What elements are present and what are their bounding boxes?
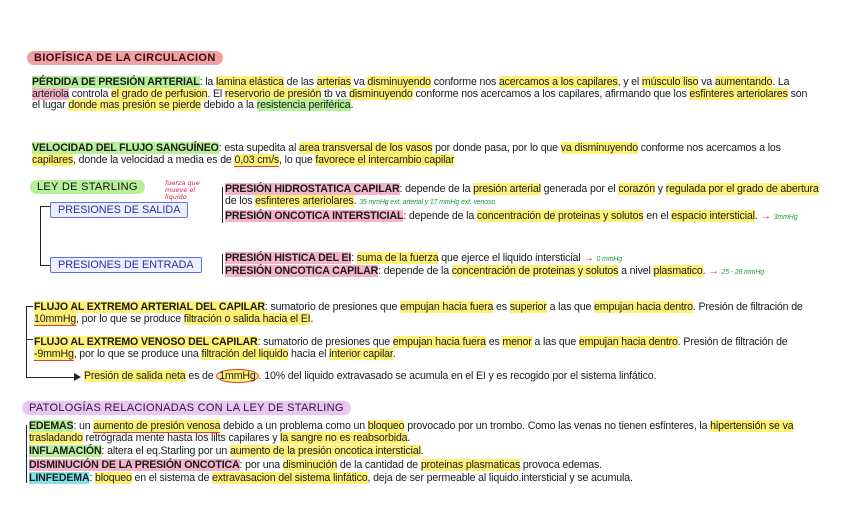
text: en el sistema de bbox=[131, 472, 213, 484]
arterial-end-flow bbox=[34, 302, 814, 325]
highlight: esfinteres arteriolares bbox=[689, 87, 788, 100]
text: . bbox=[310, 312, 314, 325]
highlight: superior bbox=[509, 301, 547, 313]
text: : la bbox=[199, 76, 216, 88]
heading: DISMINUCIÓN DE LA PRESIÓN ONCOTICA bbox=[29, 459, 240, 471]
page-title: BIOFÍSICA DE LA CIRCULACION bbox=[27, 51, 223, 65]
text: . La bbox=[772, 76, 790, 88]
text: : altera el eq.Starling por un bbox=[101, 445, 230, 457]
highlight: arterias bbox=[316, 76, 351, 88]
text: en el bbox=[643, 210, 672, 222]
heading: VELOCIDAD DEL FLUJO SANGUÍNEO bbox=[32, 142, 219, 154]
highlight: músculo liso bbox=[641, 76, 699, 88]
highlight: la sangre no es reabsorbida bbox=[280, 431, 408, 444]
bracket-line bbox=[222, 254, 223, 274]
bracket-line bbox=[26, 425, 27, 483]
entrada-item-1 bbox=[225, 253, 820, 266]
handwritten-note: 0 mmHg bbox=[596, 256, 623, 263]
highlight: empujan hacia dentro bbox=[578, 336, 678, 348]
highlight: capilares bbox=[32, 153, 74, 166]
starling-note: fuerza que mueve el liquido bbox=[165, 179, 200, 201]
pathology-disminucion bbox=[29, 460, 819, 472]
handwritten-note: 3mmHg bbox=[773, 214, 798, 221]
arterial-pressure-paragraph bbox=[32, 77, 812, 112]
text: : esta supedita al bbox=[218, 142, 299, 154]
text: . bbox=[350, 99, 354, 112]
handwritten-note: 35 mmHg ext. arterial y 17 mmHg ext. venoso bbox=[359, 198, 496, 206]
circled-value: 1mmHg bbox=[216, 369, 258, 383]
heading: PRESIÓN HIDROSTATICA CAPILAR bbox=[225, 183, 400, 195]
highlight: lamina elástica bbox=[215, 76, 284, 88]
text: . Presión de filtración de bbox=[677, 336, 788, 348]
highlight: arteriola bbox=[32, 87, 69, 100]
heading: LINFEDEMA bbox=[29, 472, 90, 484]
text: : por una bbox=[239, 459, 283, 471]
text: debido a un problema como un bbox=[220, 420, 368, 432]
bracket-line bbox=[40, 206, 41, 266]
heading: INFLAMACIÓN bbox=[29, 445, 102, 457]
highlight: disminuyendo bbox=[349, 87, 413, 100]
text: a las que bbox=[546, 301, 595, 313]
highlight: acercamos a los capilares bbox=[498, 76, 618, 88]
pathologies-title: PATOLOGÍAS RELACIONADAS CON LA LEY DE STARLING bbox=[22, 401, 351, 415]
text: , lo que bbox=[279, 153, 316, 166]
highlight: concentración de proteinas y solutos bbox=[476, 210, 644, 222]
arrow-icon: → bbox=[708, 265, 719, 277]
highlight: filtración o salida hacia el EI bbox=[183, 312, 311, 325]
bracket-line bbox=[40, 265, 50, 266]
highlight: reservorio de presión bbox=[224, 87, 322, 100]
highlight: bloqueo bbox=[367, 420, 405, 432]
text: . Presión de filtración de bbox=[692, 301, 803, 313]
bracket-line bbox=[40, 206, 50, 207]
input-pressures-box: PRESIONES DE ENTRADA bbox=[50, 257, 202, 273]
heading: EDEMAS bbox=[29, 420, 74, 432]
text: hacia el bbox=[288, 347, 330, 360]
text: : bbox=[89, 472, 96, 484]
heading: FLUJO AL EXTREMO ARTERIAL DEL CAPILAR bbox=[34, 301, 265, 313]
salida-item-2 bbox=[225, 211, 820, 224]
text: a nivel bbox=[618, 265, 654, 277]
highlight: aumento de presión venosa bbox=[93, 420, 221, 432]
text: es de bbox=[185, 370, 217, 382]
highlight: 10mmHg bbox=[34, 312, 77, 325]
text: que ejerce el liquido intersticial bbox=[438, 252, 581, 264]
highlight: donde mas presión se pierde bbox=[68, 99, 201, 112]
text: provoca edemas. bbox=[520, 459, 602, 471]
text: de las bbox=[283, 76, 317, 88]
highlight: espacio intersticial bbox=[671, 210, 755, 222]
text: y bbox=[655, 183, 666, 195]
highlight: 0,03 cm/s bbox=[234, 153, 280, 166]
highlight: interior capilar bbox=[329, 347, 393, 360]
highlight: concentración de proteinas y solutos bbox=[451, 265, 619, 277]
highlight: -9mmHg bbox=[34, 347, 74, 360]
heading: FLUJO AL EXTREMO VENOSO DEL CAPILAR bbox=[34, 336, 258, 348]
highlight: corazón bbox=[618, 183, 655, 195]
text: son el lugar bbox=[32, 87, 808, 112]
text: : un bbox=[73, 420, 94, 432]
highlight: empujan hacia dentro bbox=[594, 301, 693, 313]
text: . bbox=[420, 445, 424, 457]
text: es bbox=[493, 301, 510, 313]
highlight: favorece el intercambio capilar bbox=[315, 153, 455, 166]
text: , y el bbox=[617, 76, 642, 88]
highlight: resistencia periférica bbox=[256, 99, 351, 112]
text: tb va bbox=[321, 87, 350, 100]
pathology-edemas bbox=[29, 421, 819, 444]
text: va bbox=[698, 76, 715, 88]
highlight: presión arterial bbox=[473, 183, 541, 195]
highlight: regulada por el grado de abertura bbox=[665, 183, 819, 195]
highlight: aumento de la presión oncotica intersticial bbox=[229, 445, 421, 457]
text: . bbox=[754, 210, 758, 222]
text: es bbox=[485, 336, 503, 348]
highlight: va disminuyendo bbox=[560, 142, 638, 154]
text: conforme nos acercamos a los bbox=[637, 142, 781, 154]
text: de los bbox=[225, 194, 256, 207]
text: a las que bbox=[531, 336, 579, 348]
highlight: esfinteres arteriolares bbox=[255, 194, 354, 207]
text: , por lo que se produce bbox=[76, 312, 184, 325]
highlight: extravasacion del sistema linfático bbox=[212, 472, 368, 484]
output-pressures-box: PRESIONES DE SALIDA bbox=[50, 202, 188, 218]
highlight: empujan hacia fuera bbox=[392, 336, 486, 348]
text: : sumatorio de presiones que bbox=[257, 336, 393, 348]
text: . 10% del liquido extravasado se acumula en el EI y es recogido por el sistema linfático. bbox=[258, 370, 657, 382]
text: , donde la velocidad a media es de bbox=[73, 153, 235, 166]
text: . bbox=[392, 347, 396, 360]
text: , por lo que se produce una bbox=[73, 347, 202, 360]
text: generada por el bbox=[540, 183, 619, 195]
text: conforme nos bbox=[430, 76, 499, 88]
highlight: proteinas plasmaticas bbox=[420, 459, 521, 471]
heading: PRESIÓN ONCOTICA INTERSTICIAL bbox=[225, 210, 404, 222]
pathology-inflamacion bbox=[29, 446, 819, 458]
salida-item-1 bbox=[225, 184, 820, 208]
highlight: plasmatico bbox=[653, 265, 703, 277]
highlight: Presión de salida neta bbox=[84, 370, 186, 382]
heading: PRESIÓN HISTICA DEL EI bbox=[225, 252, 352, 264]
text: : depende de la bbox=[403, 210, 477, 222]
flow-velocity-paragraph bbox=[32, 143, 812, 166]
highlight: filtración del liquido bbox=[201, 347, 289, 360]
text: controla bbox=[68, 87, 112, 100]
arrow-line bbox=[26, 377, 76, 378]
highlight: empujan hacia fuera bbox=[400, 301, 494, 313]
highlight: aumentando bbox=[714, 76, 773, 88]
text: , deja de ser permeable al liquido.intersticial y se acumula. bbox=[367, 472, 633, 484]
text: provocado por un trombo. Como las venas no tienen esfinteres, la bbox=[404, 420, 711, 432]
highlight: disminución bbox=[282, 459, 338, 471]
text: . bbox=[407, 431, 411, 444]
text: de la cantidad de bbox=[337, 459, 421, 471]
entrada-item-2 bbox=[225, 266, 765, 279]
arrow-icon: → bbox=[583, 252, 594, 264]
text: . bbox=[353, 194, 357, 207]
heading: PÉRDIDA DE PRESIÓN ARTERIAL bbox=[32, 76, 200, 88]
highlight: bloqueo bbox=[95, 472, 132, 484]
pathology-linfedema bbox=[29, 473, 819, 485]
highlight: disminuyendo bbox=[367, 76, 431, 88]
text: retrógrada mente hasta los lilts capilares y bbox=[82, 431, 281, 444]
highlight: area transversal de los vasos bbox=[298, 142, 433, 154]
handwritten-note: 25 - 28 mmHg bbox=[721, 269, 765, 276]
text: por donde pasa, por lo que bbox=[432, 142, 561, 154]
text: . El bbox=[207, 87, 225, 100]
venous-end-flow bbox=[34, 337, 814, 360]
text: : sumatorio de presiones que bbox=[264, 301, 401, 313]
highlight: suma de la fuerza bbox=[356, 252, 439, 264]
text: : bbox=[351, 252, 357, 264]
highlight: hipertensión se va trasladando bbox=[29, 420, 794, 444]
starling-label: LEY DE STARLING bbox=[30, 180, 145, 194]
text: : depende de la bbox=[399, 183, 474, 195]
text: conforme nos acercamos a los capilares, afirmando que los bbox=[412, 87, 690, 100]
text: : depende de la bbox=[378, 265, 452, 277]
arrow-head-icon bbox=[74, 373, 81, 381]
bracket-line bbox=[26, 339, 33, 340]
highlight: el grado de perfusion bbox=[111, 87, 208, 100]
heading: PRESIÓN ONCOTICA CAPILAR bbox=[225, 265, 379, 277]
arrow-icon: → bbox=[760, 210, 771, 222]
text: . bbox=[702, 265, 706, 277]
text: debido a la bbox=[200, 99, 257, 112]
net-pressure bbox=[84, 371, 824, 383]
text: va bbox=[350, 76, 368, 88]
bracket-line bbox=[26, 306, 33, 307]
highlight: menor bbox=[502, 336, 532, 348]
bracket-line bbox=[26, 306, 27, 378]
bracket-line bbox=[222, 187, 223, 223]
